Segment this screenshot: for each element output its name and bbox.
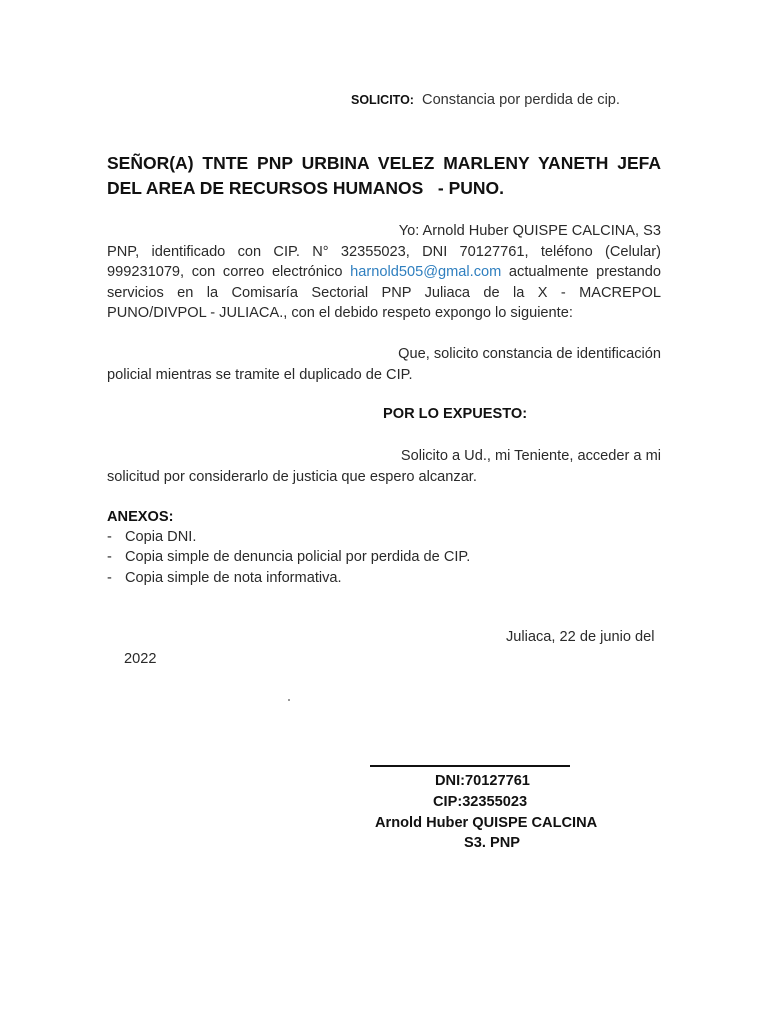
bullet-dash: -	[107, 570, 112, 586]
bullet-dash: -	[107, 529, 112, 545]
subject-label: SOLICITO:	[351, 93, 414, 107]
request-line-2: policial mientras se tramite el duplicado de CIP.	[107, 366, 413, 383]
anexo-item-text: Copia DNI.	[125, 529, 197, 545]
por-lo-expuesto-heading: POR LO EXPUESTO:	[383, 406, 528, 422]
signature-dni: DNI:70127761	[435, 773, 530, 789]
intro-line-3	[107, 262, 661, 283]
anexos-title: ANEXOS:	[107, 509, 174, 525]
anexo-item-text: Copia simple de denuncia policial por perdida de CIP.	[125, 549, 471, 565]
intro-line-5: PUNO/DIVPOL - JULIACA., con el debido respeto expongo lo siguiente:	[107, 305, 573, 321]
intro-line-3-post: actualmente prestando	[501, 264, 661, 280]
intro-line-4: servicios en la Comisaría Sectorial PNP Juliaca de la X - MACREPOL	[107, 284, 661, 301]
email-link[interactable]: harnold505@gmal.com	[350, 264, 502, 280]
signature-rank: S3. PNP	[464, 835, 520, 851]
signature-name: Arnold Huber QUISPE CALCINA	[375, 815, 598, 831]
subject-line	[351, 92, 620, 108]
stray-dot	[288, 699, 290, 701]
intro-line-2: PNP, identificado con CIP. N° 32355023, DNI 70127761, teléfono (Celular)	[107, 243, 661, 260]
date-line: Juliaca, 22 de junio del	[506, 629, 655, 645]
intro-line-3-pre: 999231079, con correo electrónico	[107, 264, 351, 280]
addressee-line-2: DEL AREA DE RECURSOS HUMANOS - PUNO.	[107, 178, 505, 198]
addressee-line-1: SEÑOR(A) TNTE PNP URBINA VELEZ MARLENY YANETH JEFA	[107, 153, 661, 173]
closing-line-2: solicitud por considerarlo de justicia que espero alcanzar.	[107, 468, 477, 485]
signature-line	[370, 765, 570, 767]
subject-text: Constancia por perdida de cip.	[422, 92, 620, 108]
anexo-item	[107, 529, 196, 545]
request-paragraph	[107, 344, 661, 385]
addressee-block	[107, 151, 661, 201]
closing-paragraph	[107, 446, 661, 487]
anexo-item	[107, 549, 470, 565]
bullet-dash: -	[107, 549, 112, 565]
signature-cip: CIP:32355023	[433, 794, 528, 810]
intro-paragraph	[107, 221, 661, 324]
request-line-1: Que, solicito constancia de identificación	[398, 346, 661, 362]
intro-line-1: Yo: Arnold Huber QUISPE CALCINA, S3	[398, 223, 661, 239]
anexo-item	[107, 570, 342, 586]
closing-line-1: Solicito a Ud., mi Teniente, acceder a mi	[400, 448, 661, 464]
date-year: 2022	[124, 651, 157, 667]
anexo-item-text: Copia simple de nota informativa.	[125, 570, 342, 586]
